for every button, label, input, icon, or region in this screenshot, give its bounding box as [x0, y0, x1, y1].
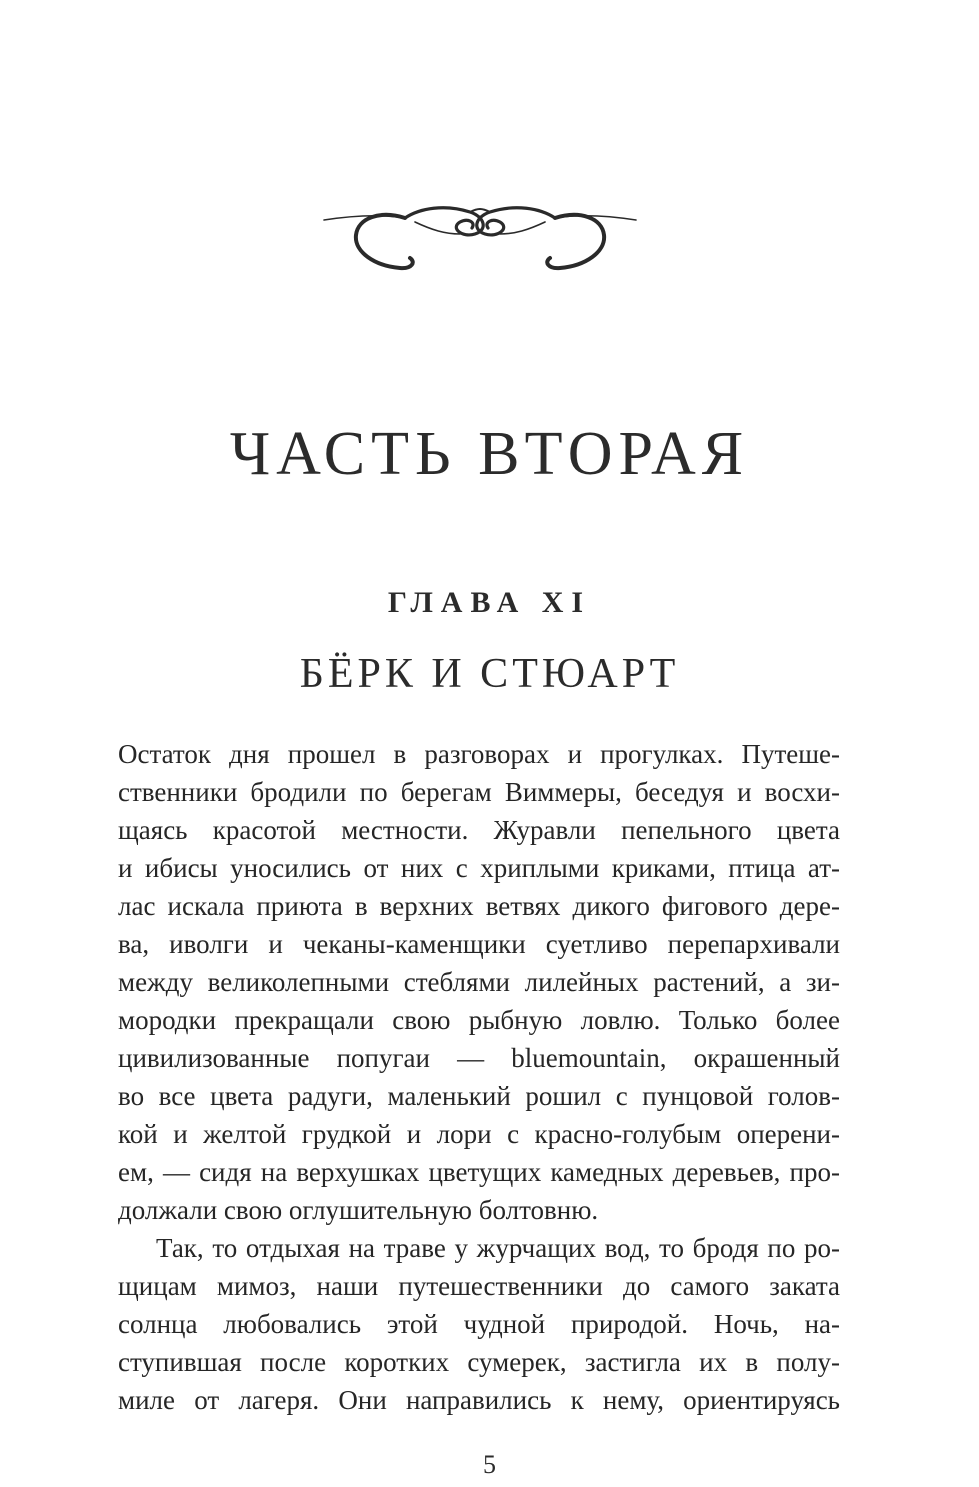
- text-line: щицам мимоз, наши путешественники до самого заката: [118, 1271, 840, 1301]
- text-line: миле от лагеря. Они направились к нему, ориентируясь: [118, 1385, 840, 1415]
- part-title: ЧАСТЬ ВТОРАЯ: [229, 420, 750, 488]
- text-line: Остаток дня прошел в разговорах и прогулках. Путеше-: [118, 739, 840, 769]
- text-line: ем, — сидя на верхушках цветущих камедных деревьев, про-: [118, 1157, 840, 1187]
- text-line: Так, то отдыхая на траве у журчащих вод, то бродя по ро-: [156, 1233, 840, 1263]
- text-line: кой и желтой грудкой и лори с красно-голубым оперени-: [118, 1119, 840, 1149]
- page-number: 5: [483, 1450, 496, 1479]
- text-line: ственники бродили по берегам Виммеры, беседуя и восхи-: [118, 777, 840, 807]
- text-line: солнца любовались этой чудной природой. Ночь, на-: [118, 1309, 840, 1339]
- text-line: ступившая после коротких сумерек, застигла их в полу-: [118, 1347, 840, 1377]
- text-line: мородки прекращали свою рыбную ловлю. Только более: [118, 1005, 840, 1035]
- text-line: лас искала приюта в верхних ветвях дикого фигового дере-: [118, 891, 840, 921]
- decorative-flourish-icon: [320, 190, 640, 280]
- text-line: между великолепными стеблями лилейных растений, а зи-: [118, 967, 840, 997]
- text-line: во все цвета радуги, маленький рошил с пунцовой голов-: [118, 1081, 840, 1111]
- chapter-number: ГЛАВА XI: [387, 586, 592, 619]
- text-line: и ибисы уносились от них с хриплыми криками, птица ат-: [118, 853, 840, 883]
- paragraph-1: [118, 735, 840, 1229]
- paragraph-2: [118, 1229, 840, 1419]
- text-line: щаясь красотой местности. Журавли пепельного цвета: [118, 815, 840, 845]
- chapter-title: БЁРК И СТЮАРТ: [299, 651, 680, 697]
- body-text: [118, 735, 840, 1419]
- text-line: ва, иволги и чеканы-каменщики суетливо перепархивали: [118, 929, 840, 959]
- text-line: цивилизованные попугаи — bluemountain, окрашенный: [118, 1043, 840, 1073]
- text-line: должали свою оглушительную болтовню.: [118, 1195, 599, 1225]
